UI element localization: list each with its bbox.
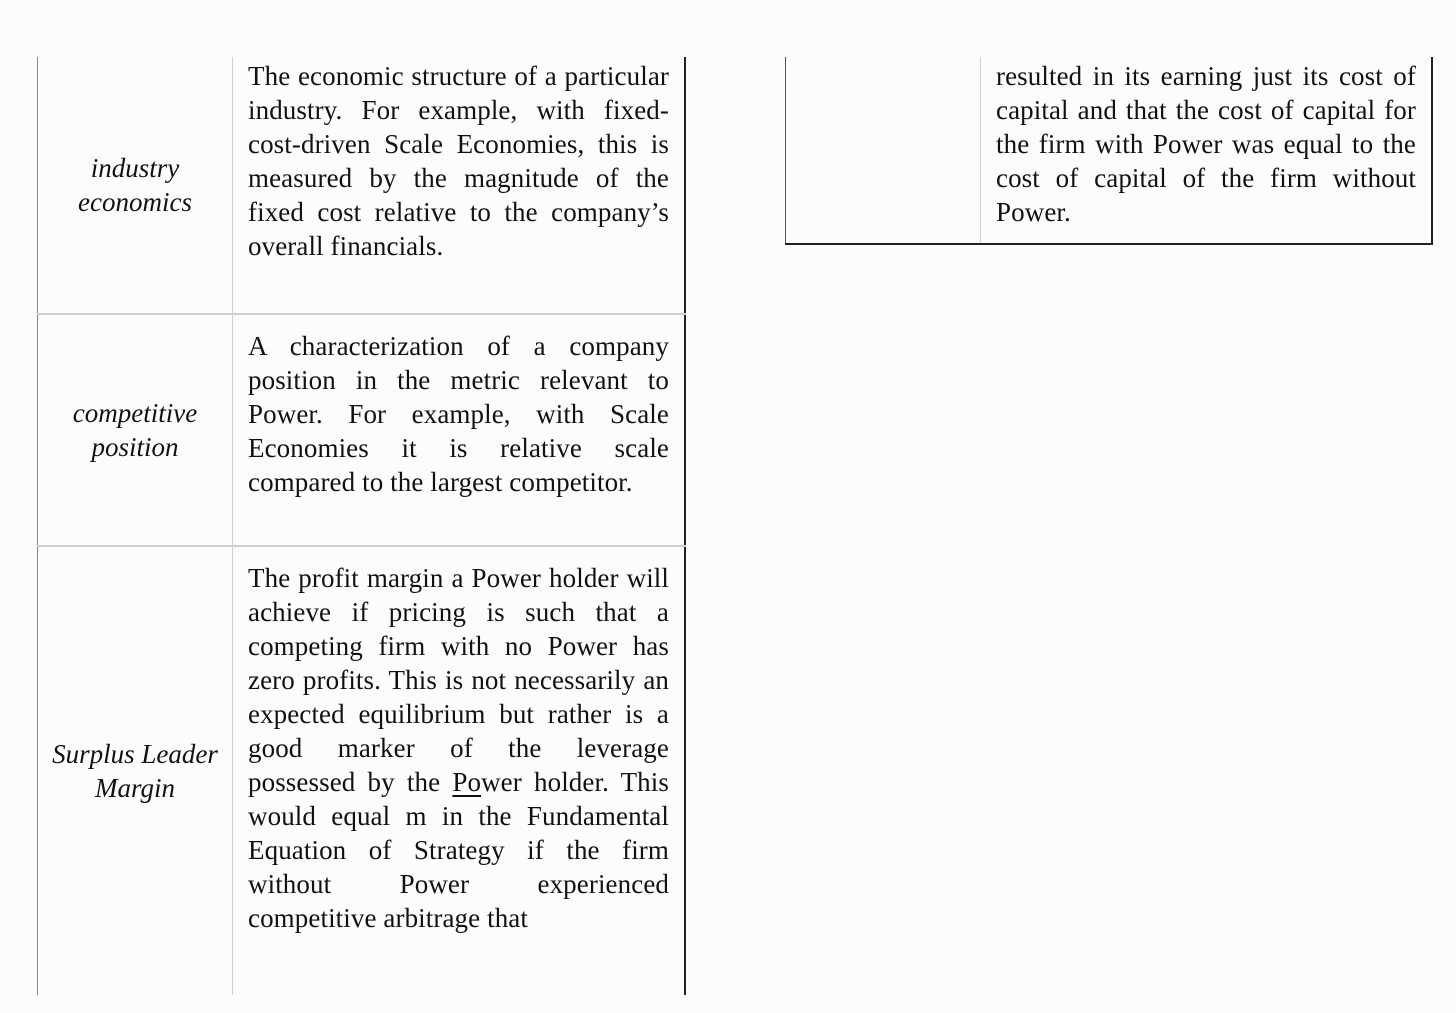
glossary-row xyxy=(38,57,686,314)
glossary-row xyxy=(38,546,686,995)
term-cell xyxy=(38,314,233,546)
term-cell xyxy=(38,546,233,995)
definition-cell xyxy=(233,57,686,314)
definition-industry-economics: The economic structure of a particular industry. For example, with fixed-cost-driven Scale Economies, this is measured by the magnitude of the fixed cost relative to the company’s overall financials. xyxy=(248,61,669,261)
definition-cell xyxy=(233,546,686,995)
definition-competitive-position: A characterization of a company position in the metric relevant to Power. For example, with Scale Economies it is relative scale compared to the largest competitor. xyxy=(248,331,669,497)
glossary-table-left xyxy=(37,57,686,995)
glossary-row-continuation xyxy=(786,57,1433,244)
term-cell xyxy=(38,57,233,314)
definition-continuation: resulted in its earning just its cost of capital and that the cost of capital for the firm with Power was equal to the cost of capital of the firm without Power. xyxy=(996,61,1416,227)
glossary-table-right xyxy=(785,57,1433,245)
definition-cell xyxy=(233,314,686,546)
definition-surplus-leader-margin-part1: The profit margin a Power holder will achieve if pricing is such that a competing firm with no Power has zero profits. This is not necessarily an expected equilibrium but rather is a good marker of the leverage possessed by the xyxy=(248,563,669,797)
term-competitive-position: competitive position xyxy=(72,398,198,462)
term-cell-empty xyxy=(786,57,981,244)
glossary-row xyxy=(38,314,686,546)
underlined-text: Po xyxy=(452,767,482,797)
definition-cell xyxy=(981,57,1433,244)
definition-surplus-leader-margin-part2: wer holder. This would equal m in the Fundamental Equation of Strategy if the firm without Power experienced competitive arbitrage that xyxy=(248,767,669,933)
term-industry-economics: industry economics xyxy=(78,153,192,217)
term-surplus-leader-margin: Surplus Leader Margin xyxy=(52,739,218,803)
